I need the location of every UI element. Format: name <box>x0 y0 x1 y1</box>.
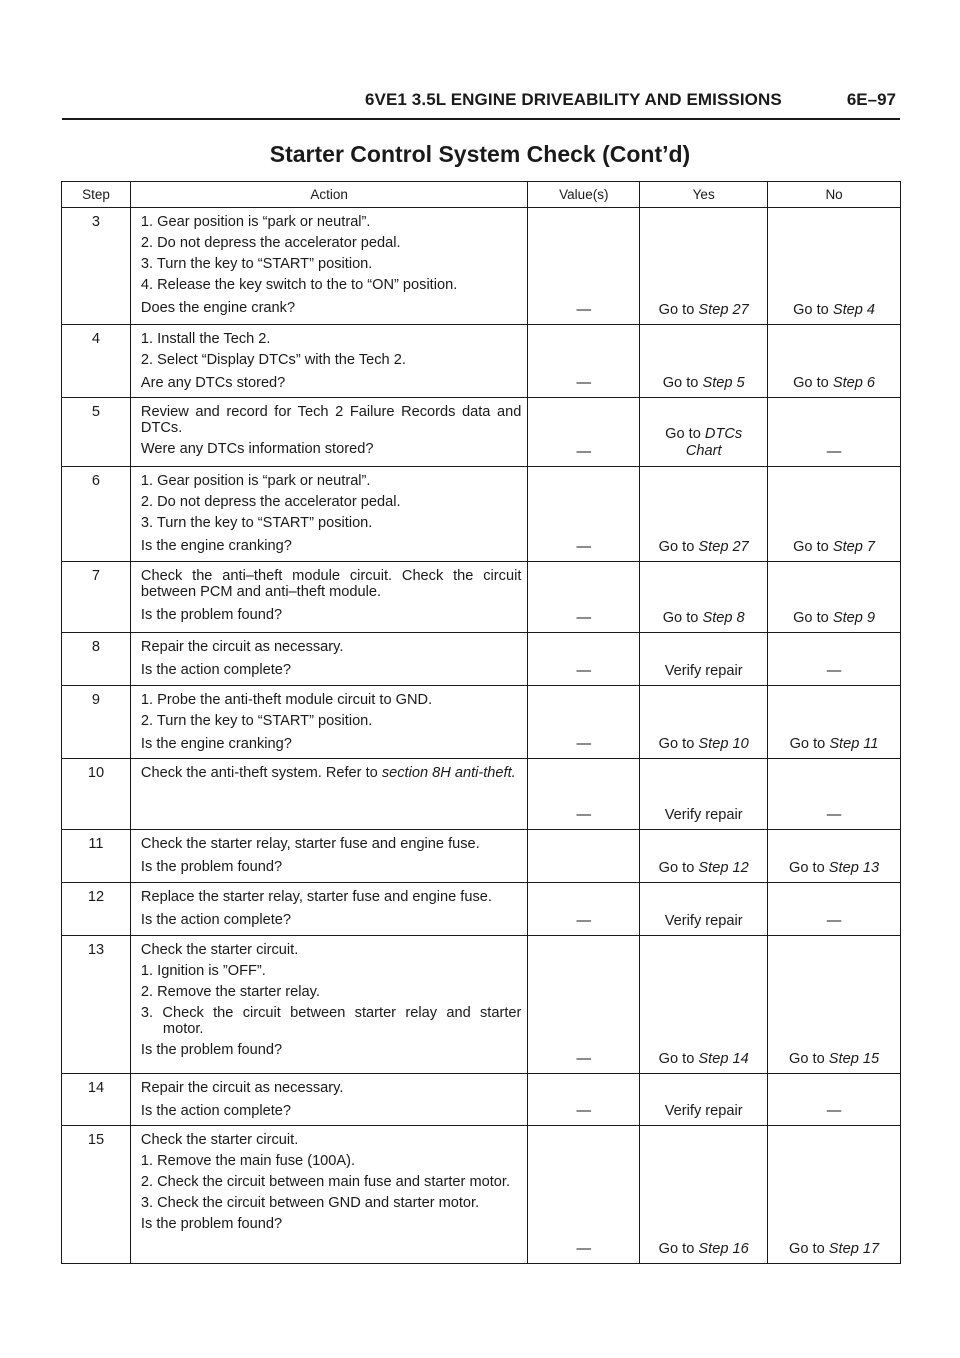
action-cell <box>130 208 527 325</box>
table-row <box>62 830 901 883</box>
action-cell <box>130 467 527 562</box>
yes-step-link[interactable]: Step 27 <box>698 302 749 318</box>
step-number: 6 <box>62 467 131 562</box>
yes-step-link[interactable]: Step 14 <box>698 1051 749 1067</box>
table-row <box>62 633 901 686</box>
no-step-link[interactable]: Step 7 <box>832 539 876 555</box>
action-text: Replace the starter relay, starter fuse and engine fuse. <box>140 889 492 905</box>
no-step-link[interactable]: Step 6 <box>832 375 876 391</box>
column-header-action: Action <box>130 182 527 208</box>
no-cell <box>768 208 901 325</box>
no-cell <box>768 1126 901 1264</box>
yes-cell <box>640 830 768 883</box>
column-header-yes: Yes <box>640 182 768 208</box>
yes-step-link[interactable]: Step 10 <box>698 736 749 752</box>
action-item: 2. Remove the starter relay. <box>140 984 320 1000</box>
action-cell <box>130 562 527 633</box>
no-cell <box>768 325 901 398</box>
column-header-values: Value(s) <box>528 182 640 208</box>
yes-step-link[interactable]: Step 27 <box>698 539 749 555</box>
action-item: 1. Remove the main fuse (100A). <box>140 1153 356 1169</box>
value-cell: — <box>528 936 640 1074</box>
action-question: Is the problem found? <box>140 607 283 623</box>
no-cell: — <box>768 1074 901 1126</box>
page-number: 6E–97 <box>846 90 896 109</box>
action-item: 2. Do not depress the accelerator pedal. <box>140 235 401 251</box>
no-cell: — <box>768 759 901 830</box>
value-cell: — <box>528 883 640 936</box>
step-number: 15 <box>62 1126 131 1264</box>
action-question: Are any DTCs stored? <box>140 375 286 391</box>
yes-cell <box>640 562 768 633</box>
value-cell: — <box>528 562 640 633</box>
action-item: 3. Turn the key to “START” position. <box>140 515 373 531</box>
no-cell: — <box>768 398 901 467</box>
action-question: Is the engine cranking? <box>140 538 292 554</box>
step-number: 10 <box>62 759 131 830</box>
no-prefix: Go to <box>789 860 825 876</box>
yes-prefix: Go to <box>658 539 695 555</box>
action-item: 2. Check the circuit between main fuse and starter motor. <box>140 1174 510 1190</box>
yes-cell <box>640 686 768 759</box>
column-header-no: No <box>768 182 901 208</box>
action-text <box>141 765 521 781</box>
action-item: 2. Turn the key to “START” position. <box>140 713 373 729</box>
value-cell: — <box>528 686 640 759</box>
step-number: 11 <box>62 830 131 883</box>
yes-cell <box>640 467 768 562</box>
step-number: 4 <box>62 325 131 398</box>
no-prefix: Go to <box>793 302 829 318</box>
no-prefix: Go to <box>793 375 829 391</box>
table-row <box>62 467 901 562</box>
no-cell <box>768 467 901 562</box>
value-cell: — <box>528 325 640 398</box>
yes-prefix: Go to <box>665 426 701 442</box>
step-number: 7 <box>62 562 131 633</box>
yes-cell: Verify repair <box>640 883 768 936</box>
action-cell <box>130 1074 527 1126</box>
yes-prefix: Go to <box>658 736 695 752</box>
no-step-link[interactable]: Step 17 <box>828 1241 880 1257</box>
action-item: 1. Gear position is “park or neutral”. <box>140 214 371 230</box>
action-question: Is the action complete? <box>140 912 291 928</box>
action-item: 3. Check the circuit between GND and starter motor. <box>140 1195 480 1211</box>
action-cell <box>130 883 527 936</box>
no-cell <box>768 830 901 883</box>
yes-step-link[interactable]: Step 12 <box>698 860 749 876</box>
table-row <box>62 1074 901 1126</box>
yes-prefix: Go to <box>658 1051 695 1067</box>
no-step-link[interactable]: Step 9 <box>832 610 876 626</box>
step-number: 8 <box>62 633 131 686</box>
no-cell <box>768 686 901 759</box>
step-number: 14 <box>62 1074 131 1126</box>
value-cell: — <box>528 633 640 686</box>
table-row <box>62 208 901 325</box>
no-cell: — <box>768 633 901 686</box>
value-cell <box>528 830 640 883</box>
yes-cell <box>640 398 768 467</box>
diagnostic-table <box>61 181 901 1264</box>
table-header-row <box>62 182 901 208</box>
value-cell: — <box>528 1074 640 1126</box>
table-row <box>62 562 901 633</box>
action-text: Check the anti–theft module circuit. Check the circuit between PCM and anti–theft module. <box>140 568 522 600</box>
action-cell <box>130 325 527 398</box>
action-question: Is the action complete? <box>140 662 291 678</box>
action-text: Check the starter circuit. <box>140 1132 299 1148</box>
yes-cell <box>640 208 768 325</box>
yes-prefix: Go to <box>662 375 699 391</box>
no-step-link[interactable]: Step 11 <box>829 736 879 752</box>
page-header <box>62 86 900 120</box>
no-prefix: Go to <box>789 736 826 752</box>
table-row <box>62 325 901 398</box>
action-item: 3. Turn the key to “START” position. <box>140 256 373 272</box>
yes-cell <box>640 936 768 1074</box>
action-question: Is the engine cranking? <box>140 736 292 752</box>
no-step-link[interactable]: Step 4 <box>832 302 876 318</box>
step-number: 12 <box>62 883 131 936</box>
step-number: 3 <box>62 208 131 325</box>
action-item: 2. Do not depress the accelerator pedal. <box>140 494 401 510</box>
action-cell <box>130 830 527 883</box>
yes-prefix: Go to <box>658 302 695 318</box>
value-cell: — <box>528 467 640 562</box>
section-title: 6VE1 3.5L ENGINE DRIVEABILITY AND EMISSIONS <box>365 90 782 109</box>
step-number: 5 <box>62 398 131 467</box>
action-question: Is the problem found? <box>140 859 283 875</box>
action-text: Review and record for Tech 2 Failure Records data and DTCs. <box>140 404 522 436</box>
action-text: Repair the circuit as necessary. <box>140 639 344 655</box>
action-item: 1. Probe the anti-theft module circuit to GND. <box>140 692 433 708</box>
yes-cell: Verify repair <box>640 1074 768 1126</box>
action-question: Is the problem found? <box>140 1216 283 1232</box>
section-reference-link[interactable]: section 8H anti-theft. <box>381 765 516 781</box>
no-prefix: Go to <box>793 610 829 626</box>
yes-chart-link[interactable]: DTCs Chart <box>685 426 743 459</box>
action-cell <box>130 1126 527 1264</box>
action-item: 3. Check the circuit between starter relay and starter motor. <box>140 1005 522 1037</box>
action-item: 1. Install the Tech 2. <box>140 331 271 347</box>
yes-prefix: Go to <box>662 610 699 626</box>
yes-prefix: Go to <box>658 860 695 876</box>
table-row <box>62 1126 901 1264</box>
page-title: Starter Control System Check (Cont’d) <box>269 141 691 167</box>
table-row <box>62 759 901 830</box>
step-number: 13 <box>62 936 131 1074</box>
yes-cell <box>640 1126 768 1264</box>
no-step-link[interactable]: Step 13 <box>828 860 880 876</box>
no-prefix: Go to <box>789 1051 825 1067</box>
no-prefix: Go to <box>793 539 829 555</box>
no-cell <box>768 562 901 633</box>
action-cell <box>130 936 527 1074</box>
step-number: 9 <box>62 686 131 759</box>
no-cell: — <box>768 883 901 936</box>
no-step-link[interactable]: Step 15 <box>828 1051 880 1067</box>
yes-step-link[interactable]: Step 16 <box>698 1241 749 1257</box>
no-prefix: Go to <box>789 1241 825 1257</box>
action-text-lead: Check the anti-theft system. Refer to <box>140 765 378 781</box>
table-row <box>62 883 901 936</box>
table-row <box>62 936 901 1074</box>
action-item: 2. Select “Display DTCs” with the Tech 2. <box>140 352 406 368</box>
action-text: Check the starter relay, starter fuse and engine fuse. <box>140 836 480 852</box>
action-cell <box>130 686 527 759</box>
action-item: 1. Gear position is “park or neutral”. <box>140 473 371 489</box>
column-header-step: Step <box>62 182 131 208</box>
value-cell: — <box>528 1126 640 1264</box>
action-question: Were any DTCs information stored? <box>140 441 374 457</box>
value-cell: — <box>528 208 640 325</box>
action-text: Repair the circuit as necessary. <box>140 1080 344 1096</box>
yes-prefix: Go to <box>658 1241 695 1257</box>
action-question: Does the engine crank? <box>140 300 296 316</box>
table-row <box>62 686 901 759</box>
action-question: Is the action complete? <box>140 1103 291 1119</box>
table-row <box>62 398 901 467</box>
value-cell: — <box>528 398 640 467</box>
yes-cell <box>640 325 768 398</box>
yes-cell: Verify repair <box>640 759 768 830</box>
action-cell <box>130 398 527 467</box>
value-cell: — <box>528 759 640 830</box>
action-cell <box>130 633 527 686</box>
yes-cell: Verify repair <box>640 633 768 686</box>
action-item: 1. Ignition is ”OFF”. <box>140 963 266 979</box>
action-cell <box>130 759 527 830</box>
yes-step-link[interactable]: Step 5 <box>702 375 745 391</box>
action-text: Check the starter circuit. <box>140 942 299 958</box>
no-cell <box>768 936 901 1074</box>
yes-step-link[interactable]: Step 8 <box>702 610 745 626</box>
action-item: 4. Release the key switch to the to “ON” position. <box>140 277 458 293</box>
action-question: Is the problem found? <box>140 1042 283 1058</box>
